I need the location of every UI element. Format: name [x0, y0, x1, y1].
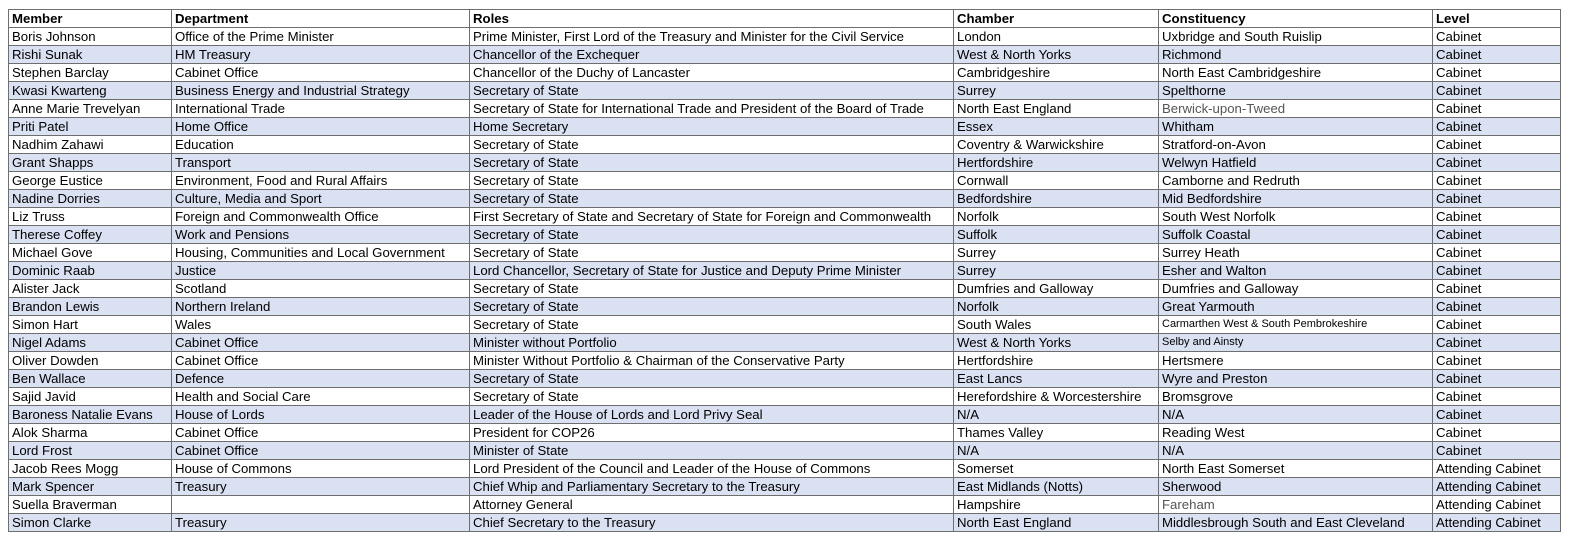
department-cell[interactable]: Health and Social Care — [172, 388, 470, 406]
member-cell[interactable]: Boris Johnson — [9, 28, 172, 46]
table-row — [9, 244, 1561, 262]
role-cell[interactable]: Chancellor of the Duchy of Lancaster — [470, 64, 954, 82]
table-row — [9, 514, 1561, 532]
level-cell[interactable]: Cabinet — [1433, 82, 1561, 100]
level-cell[interactable]: Cabinet — [1433, 28, 1561, 46]
chamber-cell[interactable]: Herefordshire & Worcestershire — [954, 388, 1159, 406]
constituency-cell[interactable]: Whitham — [1159, 118, 1433, 136]
role-cell[interactable]: Secretary of State — [470, 82, 954, 100]
level-cell[interactable]: Cabinet — [1433, 244, 1561, 262]
chamber-cell[interactable]: Bedfordshire — [954, 190, 1159, 208]
department-cell[interactable]: Cabinet Office — [172, 64, 470, 82]
chamber-cell[interactable]: Norfolk — [954, 208, 1159, 226]
constituency-cell[interactable]: N/A — [1159, 406, 1433, 424]
role-cell[interactable]: Secretary of State — [470, 244, 954, 262]
role-cell[interactable]: Leader of the House of Lords and Lord Privy Seal — [470, 406, 954, 424]
table-row — [9, 46, 1561, 64]
member-cell[interactable]: Sajid Javid — [9, 388, 172, 406]
role-cell[interactable]: Attorney General — [470, 496, 954, 514]
role-cell[interactable]: President for COP26 — [470, 424, 954, 442]
constituency-cell[interactable]: Stratford-on-Avon — [1159, 136, 1433, 154]
chamber-cell[interactable]: West & North Yorks — [954, 46, 1159, 64]
department-cell[interactable]: Cabinet Office — [172, 334, 470, 352]
table-row — [9, 316, 1561, 334]
member-cell[interactable]: Anne Marie Trevelyan — [9, 100, 172, 118]
constituency-cell[interactable]: Selby and Ainsty — [1159, 334, 1433, 352]
constituency-cell[interactable]: South West Norfolk — [1159, 208, 1433, 226]
chamber-cell[interactable]: North East England — [954, 514, 1159, 532]
department-cell[interactable]: Work and Pensions — [172, 226, 470, 244]
chamber-cell[interactable]: Somerset — [954, 460, 1159, 478]
role-cell[interactable]: Secretary of State — [470, 136, 954, 154]
table-body — [9, 28, 1561, 532]
member-cell[interactable]: Simon Clarke — [9, 514, 172, 532]
table-row — [9, 226, 1561, 244]
table-row — [9, 478, 1561, 496]
chamber-cell[interactable]: East Lancs — [954, 370, 1159, 388]
chamber-cell[interactable]: Hertfordshire — [954, 154, 1159, 172]
table-row — [9, 442, 1561, 460]
constituency-cell[interactable]: Hertsmere — [1159, 352, 1433, 370]
cabinet-table — [8, 9, 1561, 532]
table-row — [9, 82, 1561, 100]
role-cell[interactable]: Chief Secretary to the Treasury — [470, 514, 954, 532]
constituency-cell[interactable]: Uxbridge and South Ruislip — [1159, 28, 1433, 46]
member-cell[interactable]: Nadhim Zahawi — [9, 136, 172, 154]
constituency-cell[interactable]: N/A — [1159, 442, 1433, 460]
member-cell[interactable]: Oliver Dowden — [9, 352, 172, 370]
role-cell[interactable]: Secretary of State — [470, 280, 954, 298]
member-cell[interactable]: Rishi Sunak — [9, 46, 172, 64]
chamber-cell[interactable]: Surrey — [954, 82, 1159, 100]
department-cell[interactable]: Justice — [172, 262, 470, 280]
level-cell[interactable]: Attending Cabinet — [1433, 514, 1561, 532]
level-cell[interactable]: Cabinet — [1433, 298, 1561, 316]
member-cell[interactable]: Nadine Dorries — [9, 190, 172, 208]
level-cell[interactable]: Attending Cabinet — [1433, 496, 1561, 514]
constituency-cell[interactable]: Wyre and Preston — [1159, 370, 1433, 388]
member-cell[interactable]: Therese Coffey — [9, 226, 172, 244]
header-constituency: Constituency — [1159, 10, 1433, 28]
role-cell[interactable]: Chief Whip and Parliamentary Secretary to the Treasury — [470, 478, 954, 496]
member-cell[interactable]: Baroness Natalie Evans — [9, 406, 172, 424]
department-cell[interactable]: Cabinet Office — [172, 442, 470, 460]
level-cell[interactable]: Cabinet — [1433, 388, 1561, 406]
table-row — [9, 280, 1561, 298]
chamber-cell[interactable]: Cornwall — [954, 172, 1159, 190]
chamber-cell[interactable]: Surrey — [954, 244, 1159, 262]
chamber-cell[interactable]: Suffolk — [954, 226, 1159, 244]
department-cell[interactable] — [172, 496, 470, 514]
department-cell[interactable]: Treasury — [172, 514, 470, 532]
member-cell[interactable]: Brandon Lewis — [9, 298, 172, 316]
role-cell[interactable]: Secretary of State — [470, 298, 954, 316]
member-cell[interactable]: Ben Wallace — [9, 370, 172, 388]
level-cell[interactable]: Cabinet — [1433, 370, 1561, 388]
chamber-cell[interactable]: N/A — [954, 406, 1159, 424]
role-cell[interactable]: Secretary of State — [470, 370, 954, 388]
role-cell[interactable]: Lord Chancellor, Secretary of State for Justice and Deputy Prime Minister — [470, 262, 954, 280]
table-row — [9, 154, 1561, 172]
role-cell[interactable]: First Secretary of State and Secretary of State for Foreign and Commonwealth — [470, 208, 954, 226]
header-chamber: Chamber — [954, 10, 1159, 28]
cabinet-table-container — [8, 9, 1561, 532]
level-cell[interactable]: Cabinet — [1433, 334, 1561, 352]
department-cell[interactable]: Environment, Food and Rural Affairs — [172, 172, 470, 190]
header-roles: Roles — [470, 10, 954, 28]
member-cell[interactable]: Liz Truss — [9, 208, 172, 226]
department-cell[interactable]: Office of the Prime Minister — [172, 28, 470, 46]
member-cell[interactable]: Mark Spencer — [9, 478, 172, 496]
member-cell[interactable]: Michael Gove — [9, 244, 172, 262]
table-row — [9, 496, 1561, 514]
table-row — [9, 118, 1561, 136]
level-cell[interactable]: Cabinet — [1433, 172, 1561, 190]
constituency-cell[interactable]: Welwyn Hatfield — [1159, 154, 1433, 172]
constituency-cell[interactable]: Great Yarmouth — [1159, 298, 1433, 316]
member-cell[interactable]: Kwasi Kwarteng — [9, 82, 172, 100]
table-row — [9, 28, 1561, 46]
constituency-cell[interactable]: Surrey Heath — [1159, 244, 1433, 262]
department-cell[interactable]: International Trade — [172, 100, 470, 118]
level-cell[interactable]: Attending Cabinet — [1433, 478, 1561, 496]
role-cell[interactable]: Secretary of State for International Trade and President of the Board of Trade — [470, 100, 954, 118]
table-row — [9, 100, 1561, 118]
level-cell[interactable]: Cabinet — [1433, 352, 1561, 370]
level-cell[interactable]: Cabinet — [1433, 262, 1561, 280]
constituency-cell[interactable]: Reading West — [1159, 424, 1433, 442]
level-cell[interactable]: Cabinet — [1433, 154, 1561, 172]
role-cell[interactable]: Secretary of State — [470, 172, 954, 190]
level-cell[interactable]: Cabinet — [1433, 280, 1561, 298]
chamber-cell[interactable]: Norfolk — [954, 298, 1159, 316]
table-row — [9, 388, 1561, 406]
chamber-cell[interactable]: South Wales — [954, 316, 1159, 334]
member-cell[interactable]: Alok Sharma — [9, 424, 172, 442]
header-department: Department — [172, 10, 470, 28]
header-level: Level — [1433, 10, 1561, 28]
role-cell[interactable]: Secretary of State — [470, 316, 954, 334]
table-row — [9, 190, 1561, 208]
department-cell[interactable]: Cabinet Office — [172, 352, 470, 370]
member-cell[interactable]: Simon Hart — [9, 316, 172, 334]
member-cell[interactable]: Dominic Raab — [9, 262, 172, 280]
chamber-cell[interactable]: Essex — [954, 118, 1159, 136]
constituency-cell[interactable]: North East Cambridgeshire — [1159, 64, 1433, 82]
chamber-cell[interactable]: Dumfries and Galloway — [954, 280, 1159, 298]
table-row — [9, 172, 1561, 190]
constituency-cell[interactable]: Esher and Walton — [1159, 262, 1433, 280]
role-cell[interactable]: Prime Minister, First Lord of the Treasury and Minister for the Civil Service — [470, 28, 954, 46]
level-cell[interactable]: Cabinet — [1433, 406, 1561, 424]
department-cell[interactable]: Education — [172, 136, 470, 154]
department-cell[interactable]: Housing, Communities and Local Government — [172, 244, 470, 262]
member-cell[interactable]: Grant Shapps — [9, 154, 172, 172]
department-cell[interactable]: Defence — [172, 370, 470, 388]
table-row — [9, 352, 1561, 370]
role-cell[interactable]: Minister Without Portfolio & Chairman of the Conservative Party — [470, 352, 954, 370]
department-cell[interactable]: Home Office — [172, 118, 470, 136]
chamber-cell[interactable]: North East England — [954, 100, 1159, 118]
chamber-cell[interactable]: Hampshire — [954, 496, 1159, 514]
constituency-cell[interactable]: Mid Bedfordshire — [1159, 190, 1433, 208]
level-cell[interactable]: Cabinet — [1433, 136, 1561, 154]
chamber-cell[interactable]: N/A — [954, 442, 1159, 460]
department-cell[interactable]: Business Energy and Industrial Strategy — [172, 82, 470, 100]
table-row — [9, 136, 1561, 154]
table-row — [9, 208, 1561, 226]
role-cell[interactable]: Secretary of State — [470, 226, 954, 244]
role-cell[interactable]: Secretary of State — [470, 154, 954, 172]
constituency-cell[interactable]: Suffolk Coastal — [1159, 226, 1433, 244]
table-row — [9, 424, 1561, 442]
level-cell[interactable]: Cabinet — [1433, 208, 1561, 226]
level-cell[interactable]: Cabinet — [1433, 226, 1561, 244]
department-cell[interactable]: Culture, Media and Sport — [172, 190, 470, 208]
constituency-cell[interactable]: Camborne and Redruth — [1159, 172, 1433, 190]
department-cell[interactable]: Foreign and Commonwealth Office — [172, 208, 470, 226]
constituency-cell[interactable]: Richmond — [1159, 46, 1433, 64]
role-cell[interactable]: Chancellor of the Exchequer — [470, 46, 954, 64]
role-cell[interactable]: Minister of State — [470, 442, 954, 460]
member-cell[interactable]: George Eustice — [9, 172, 172, 190]
role-cell[interactable]: Lord President of the Council and Leader of the House of Commons — [470, 460, 954, 478]
department-cell[interactable]: Northern Ireland — [172, 298, 470, 316]
department-cell[interactable]: Cabinet Office — [172, 424, 470, 442]
role-cell[interactable]: Secretary of State — [470, 388, 954, 406]
constituency-cell[interactable]: Spelthorne — [1159, 82, 1433, 100]
header-row — [9, 10, 1561, 28]
chamber-cell[interactable]: London — [954, 28, 1159, 46]
chamber-cell[interactable]: Hertfordshire — [954, 352, 1159, 370]
member-cell[interactable]: Suella Braverman — [9, 496, 172, 514]
constituency-cell[interactable]: Sherwood — [1159, 478, 1433, 496]
level-cell[interactable]: Cabinet — [1433, 424, 1561, 442]
table-row — [9, 298, 1561, 316]
level-cell[interactable]: Cabinet — [1433, 46, 1561, 64]
role-cell[interactable]: Home Secretary — [470, 118, 954, 136]
constituency-cell[interactable]: Berwick-upon-Tweed — [1159, 100, 1433, 118]
table-row — [9, 406, 1561, 424]
department-cell[interactable]: House of Lords — [172, 406, 470, 424]
table-row — [9, 64, 1561, 82]
chamber-cell[interactable]: Surrey — [954, 262, 1159, 280]
department-cell[interactable]: Wales — [172, 316, 470, 334]
department-cell[interactable]: HM Treasury — [172, 46, 470, 64]
table-row — [9, 262, 1561, 280]
chamber-cell[interactable]: West & North Yorks — [954, 334, 1159, 352]
level-cell[interactable]: Cabinet — [1433, 316, 1561, 334]
table-row — [9, 334, 1561, 352]
member-cell[interactable]: Jacob Rees Mogg — [9, 460, 172, 478]
table-row — [9, 460, 1561, 478]
chamber-cell[interactable]: East Midlands (Notts) — [954, 478, 1159, 496]
constituency-cell[interactable]: Middlesbrough South and East Cleveland — [1159, 514, 1433, 532]
chamber-cell[interactable]: Cambridgeshire — [954, 64, 1159, 82]
member-cell[interactable]: Lord Frost — [9, 442, 172, 460]
department-cell[interactable]: Transport — [172, 154, 470, 172]
level-cell[interactable]: Attending Cabinet — [1433, 460, 1561, 478]
role-cell[interactable]: Minister without Portfolio — [470, 334, 954, 352]
constituency-cell[interactable]: North East Somerset — [1159, 460, 1433, 478]
header-member: Member — [9, 10, 172, 28]
table-row — [9, 370, 1561, 388]
constituency-cell[interactable]: Dumfries and Galloway — [1159, 280, 1433, 298]
level-cell[interactable]: Cabinet — [1433, 100, 1561, 118]
member-cell[interactable]: Alister Jack — [9, 280, 172, 298]
level-cell[interactable]: Cabinet — [1433, 118, 1561, 136]
chamber-cell[interactable]: Coventry & Warwickshire — [954, 136, 1159, 154]
department-cell[interactable]: Scotland — [172, 280, 470, 298]
department-cell[interactable]: Treasury — [172, 478, 470, 496]
member-cell[interactable]: Nigel Adams — [9, 334, 172, 352]
level-cell[interactable]: Cabinet — [1433, 190, 1561, 208]
constituency-cell[interactable]: Bromsgrove — [1159, 388, 1433, 406]
constituency-cell[interactable]: Carmarthen West & South Pembrokeshire — [1159, 316, 1433, 334]
level-cell[interactable]: Cabinet — [1433, 64, 1561, 82]
department-cell[interactable]: House of Commons — [172, 460, 470, 478]
member-cell[interactable]: Stephen Barclay — [9, 64, 172, 82]
member-cell[interactable]: Priti Patel — [9, 118, 172, 136]
role-cell[interactable]: Secretary of State — [470, 190, 954, 208]
level-cell[interactable]: Cabinet — [1433, 442, 1561, 460]
chamber-cell[interactable]: Thames Valley — [954, 424, 1159, 442]
constituency-cell[interactable]: Fareham — [1159, 496, 1433, 514]
